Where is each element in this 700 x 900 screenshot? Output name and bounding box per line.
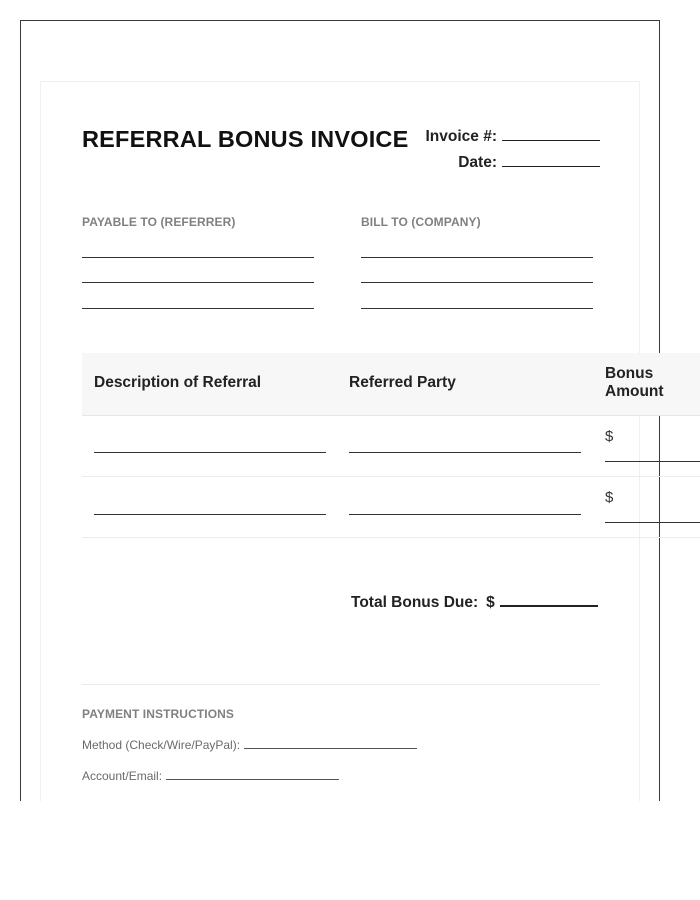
account-email-blank[interactable]: [166, 769, 339, 780]
account-email-field[interactable]: [82, 769, 339, 783]
bonus-amount-line[interactable]: [605, 522, 700, 523]
total-bonus-due[interactable]: [351, 591, 598, 612]
payable-to-label: PAYABLE TO (REFERRER): [82, 215, 236, 229]
invoice-number-blank[interactable]: [502, 126, 600, 141]
currency-symbol: $: [605, 489, 614, 506]
invoice-document: [40, 81, 640, 801]
total-currency-symbol: $: [486, 594, 495, 611]
invoice-number-field[interactable]: [426, 126, 601, 146]
payable-to-line[interactable]: [82, 257, 314, 258]
table-header: [82, 353, 700, 416]
date-blank[interactable]: [502, 152, 600, 167]
invoice-title: REFERRAL BONUS INVOICE: [82, 126, 409, 152]
description-line[interactable]: [94, 452, 326, 453]
total-amount-blank[interactable]: [500, 591, 598, 607]
column-header-referred-party: Referred Party: [349, 374, 456, 391]
bill-to-line[interactable]: [361, 257, 593, 258]
column-header-bonus-line1: Bonus: [605, 365, 654, 382]
payment-method-label: Method (Check/Wire/PayPal):: [82, 738, 241, 752]
referred-party-line[interactable]: [349, 514, 581, 515]
section-divider: [82, 684, 600, 685]
date-field[interactable]: [458, 152, 600, 172]
bill-to-line[interactable]: [361, 282, 593, 283]
description-line[interactable]: [94, 514, 326, 515]
row-divider: [82, 537, 700, 538]
bill-to-label: BILL TO (COMPANY): [361, 215, 481, 229]
currency-symbol: $: [605, 428, 614, 445]
date-label: Date:: [458, 154, 497, 171]
payable-to-line[interactable]: [82, 282, 314, 283]
total-label: Total Bonus Due:: [351, 594, 479, 611]
payment-method-field[interactable]: [82, 738, 417, 752]
bill-to-line[interactable]: [361, 308, 593, 309]
referred-party-line[interactable]: [349, 452, 581, 453]
account-email-label: Account/Email:: [82, 769, 163, 783]
column-header-description: Description of Referral: [94, 374, 262, 391]
payable-to-line[interactable]: [82, 308, 314, 309]
column-header-bonus-amount: [605, 365, 664, 401]
payment-instructions-heading: PAYMENT INSTRUCTIONS: [82, 707, 235, 721]
bonus-amount-line[interactable]: [605, 461, 700, 462]
column-header-bonus-line2: Amount: [605, 383, 664, 400]
row-divider: [82, 476, 700, 477]
payment-method-blank[interactable]: [244, 738, 417, 749]
invoice-number-label: Invoice #:: [425, 128, 497, 145]
